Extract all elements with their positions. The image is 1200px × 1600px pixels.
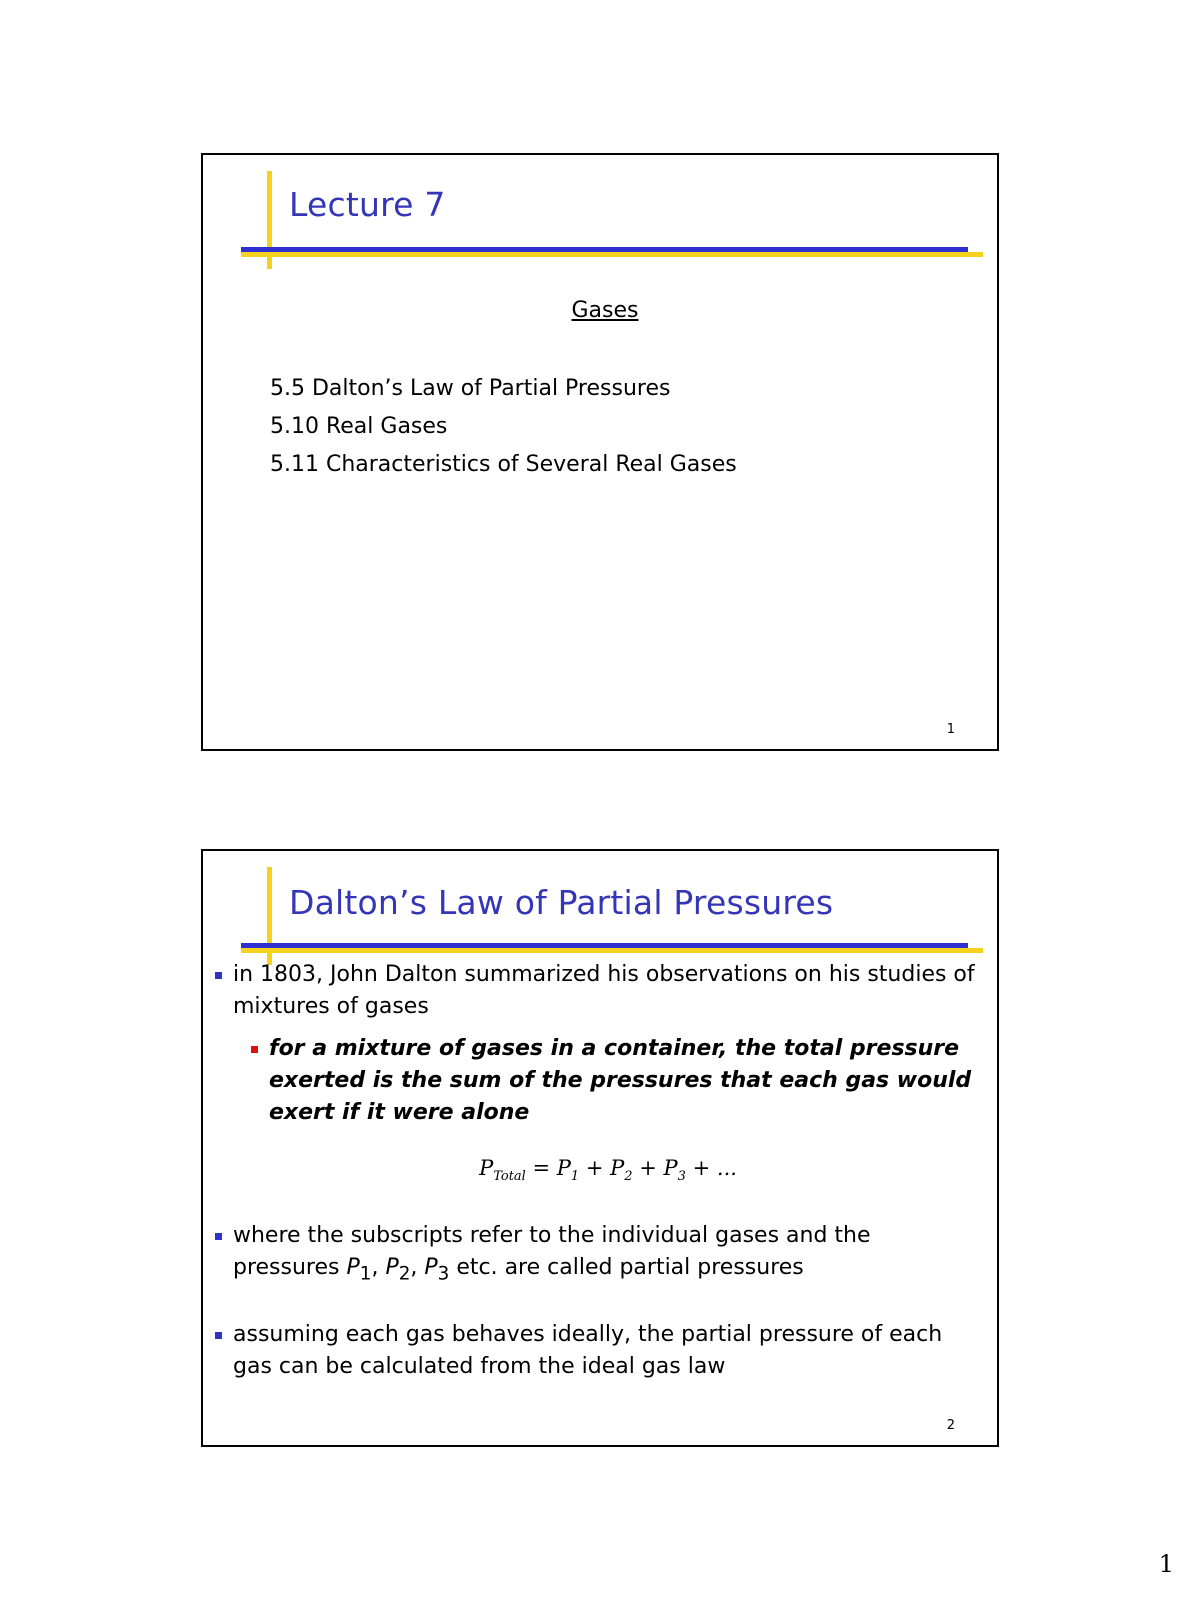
eq-symbol: P — [663, 1156, 678, 1180]
separator: , — [410, 1255, 425, 1281]
separator: , — [371, 1255, 386, 1281]
eq-subscript: Total — [493, 1169, 526, 1185]
topic-item: 5.11 Characteristics of Several Real Gases — [270, 452, 737, 477]
eq-ellipsis: ... — [716, 1156, 737, 1180]
pressure-subscript: 2 — [398, 1263, 411, 1285]
slide-title: Lecture 7 — [289, 185, 446, 224]
eq-subscript: 2 — [624, 1169, 633, 1185]
eq-symbol: P — [479, 1156, 494, 1180]
bullet-text: etc. are called partial pressures — [449, 1255, 804, 1281]
square-bullet-icon — [215, 1233, 222, 1240]
sub-bullet-item — [213, 1033, 983, 1129]
slide-2 — [201, 849, 999, 1447]
eq-subscript: 1 — [570, 1169, 580, 1185]
eq-operator: + — [632, 1156, 664, 1180]
eq-subscript: 3 — [677, 1169, 686, 1185]
page-number: 1 — [1158, 1550, 1174, 1578]
bullet-item — [213, 1319, 983, 1383]
slide-number: 1 — [946, 722, 955, 737]
title-rule-yellow — [241, 948, 983, 953]
spacer — [213, 1291, 983, 1319]
sub-bullet-text: for a mixture of gases in a container, the total pressure exerted is the sum of the pressures that each gas would exert if it were alone — [269, 1036, 972, 1125]
topic-list — [270, 370, 737, 484]
pressure-symbol: P — [424, 1255, 438, 1281]
eq-symbol: P — [556, 1156, 571, 1180]
eq-symbol: P — [610, 1156, 625, 1180]
slide-1 — [201, 153, 999, 751]
pressure-symbol: P — [385, 1255, 399, 1281]
bullet-item — [213, 1220, 983, 1290]
dalton-equation — [213, 1151, 983, 1194]
topic-item: 5.5 Dalton’s Law of Partial Pressures — [270, 376, 671, 401]
pressure-subscript: 3 — [437, 1263, 450, 1285]
slide-title: Dalton’s Law of Partial Pressures — [289, 883, 834, 922]
topic-item: 5.10 Real Gases — [270, 414, 448, 439]
slide-subtitle: Gases — [571, 298, 639, 323]
slide-number: 2 — [946, 1418, 955, 1433]
bullet-text: assuming each gas behaves ideally, the partial pressure of each gas can be calculated from the ideal gas law — [233, 1321, 943, 1379]
bullet-text: in 1803, John Dalton summarized his observations on his studies of mixtures of gases — [233, 962, 975, 1019]
title-rule-yellow — [241, 252, 983, 257]
square-bullet-icon — [251, 1046, 258, 1053]
pressure-symbol: P — [346, 1255, 360, 1281]
eq-operator: + — [579, 1156, 611, 1180]
bullet-item — [213, 959, 983, 1023]
bullet-text: where the subscripts refer to the individual gases and the pressures — [233, 1223, 871, 1281]
square-bullet-icon — [215, 972, 222, 979]
pressure-subscript: 1 — [359, 1263, 372, 1285]
slide-content — [213, 959, 983, 1383]
square-bullet-icon — [215, 1332, 222, 1339]
eq-operator: + — [685, 1156, 717, 1180]
eq-operator: = — [525, 1156, 557, 1180]
